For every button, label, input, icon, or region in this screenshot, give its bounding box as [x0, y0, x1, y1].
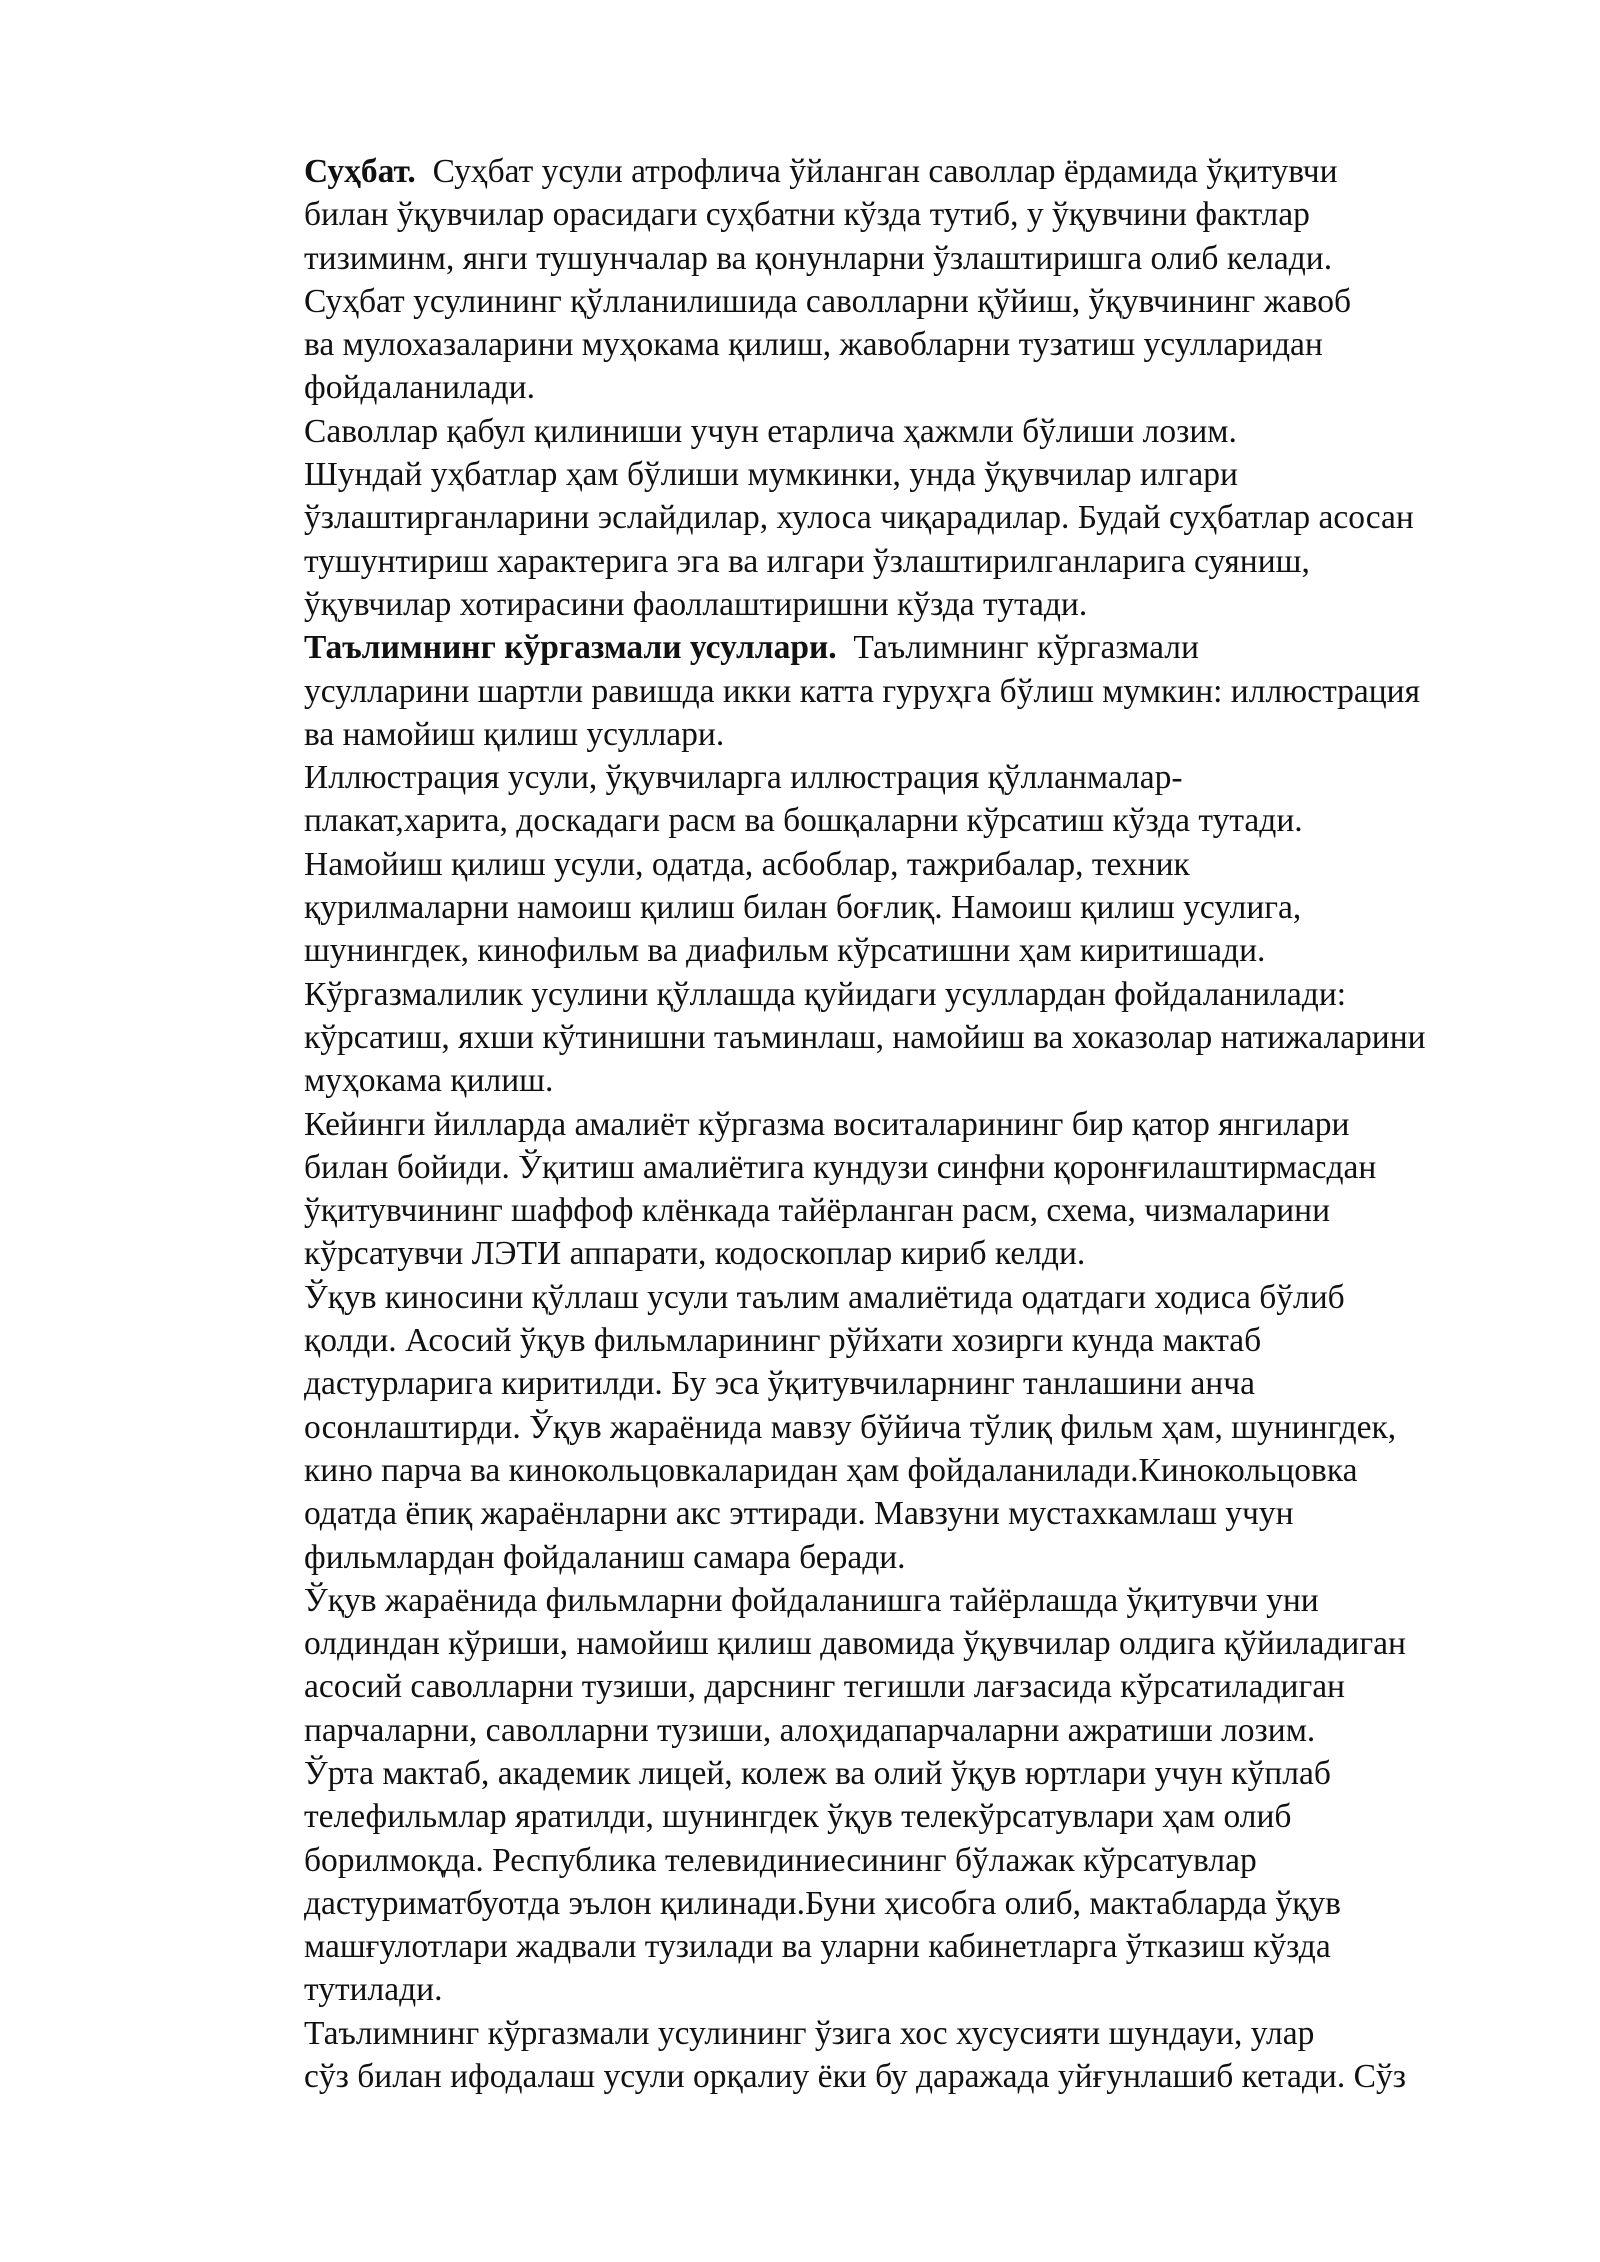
text-line: кўрсатувчи ЛЭТИ аппарати, кодоскоплар кириб келди.	[304, 1235, 1086, 1273]
heading-visual-methods: Таълимнинг кўргазмали усуллари.	[304, 629, 837, 667]
text-line: қурилмаларни намоиш қилиш билан боғлиқ. Намоиш қилиш усулига,	[304, 889, 1302, 927]
text-line: Таълимнинг кўргазмали усулининг ўзига хос хусусияти шундауи, улар	[304, 2014, 1315, 2052]
text-line: билан бойиди. Ўқитиш амалиётига кундузи синфни қоронғилаштирмасдан	[304, 1148, 1377, 1186]
text-line: тутилади.	[304, 1971, 443, 2009]
text-line: осонлаштирди. Ўқув жараёнида мавзу бўйича тўлиқ фильм ҳам, шунингдек,	[304, 1408, 1397, 1446]
text-line: кўрсатиш, яхши кўтинишни таъминлаш, намойиш ва хоказолар натижаларини	[304, 1018, 1426, 1056]
text-line: дастуриматбуотда эълон қилинади.Буни ҳисобга олиб, мактабларда ўқув	[304, 1884, 1341, 1922]
text-line: тизиминм, янги тушунчалар ва қонунларни ўзлаштиришга олиб келади.	[304, 239, 1333, 277]
paragraph	[206, 756, 1494, 843]
text-line: ўқувчилар хотирасини фаоллаштиришни кўзда тутади.	[304, 585, 1088, 623]
text-line: шунингдек, кинофильм ва диафильм кўрсатишни ҳам киритишади.	[304, 932, 1266, 970]
paragraph	[206, 1103, 1494, 1276]
text-line: асосий саволларни тузиши, дарснинг тегишли лағзасида кўрсатиладиган	[304, 1668, 1345, 1706]
paragraph	[206, 1752, 1494, 2012]
text-line: тушунтириш характерига эга ва илгари ўзлаштирилганларига суяниш,	[304, 542, 1310, 580]
text-line: Суҳбат усулининг қўлланилишида саволларни қўйиш, ўқувчининг жавоб	[304, 282, 1352, 320]
text-line: ўқитувчининг шаффоф клёнкада тайёрланган расм, схема, чизмаларини	[304, 1192, 1331, 1230]
text-line: Ўқув киносини қўллаш усули таълим амалиётида одатдаги ходиса бўлиб	[304, 1278, 1345, 1316]
text-line: муҳокама қилиш.	[304, 1062, 554, 1100]
text-line: ва мулохазаларини муҳокама қилиш, жавобларни тузатиш усулларидан	[304, 326, 1323, 364]
text-line: парчаларни, саволларни тузиши, алоҳидапарчаларни ажратиши лозим.	[304, 1711, 1316, 1749]
text-line: дастурларига киритилди. Бу эса ўқитувчиларнинг танлашини анча	[304, 1365, 1255, 1403]
text-line: кино парча ва кинокольцовкаларидан ҳам фойдаланилади.Кинокольцовка	[304, 1451, 1358, 1489]
text-line: Иллюстрация усули, ўқувчиларга иллюстрация қўлланмалар-	[304, 759, 1183, 797]
text-line: машғулотлари жадвали тузилади ва уларни кабинетларга ўтказиш кўзда	[304, 1928, 1331, 1966]
text-line: борилмоқда. Республика телевидиниесининг бўлажак кўрсатувлар	[304, 1841, 1257, 1879]
paragraph	[206, 843, 1494, 1103]
text-line: Таълимнинг кўргазмали усуллари. Таълимнинг кўргазмали	[304, 629, 1199, 667]
text-line: Кўргазмалилик усулини қўллашда қуйидаги усуллардан фойдаланилади:	[304, 975, 1347, 1013]
text-line: плакат,харита, доскадаги расм ва бошқаларни кўрсатиш кўзда тутади.	[304, 802, 1303, 840]
text-line: Намойиш қилиш усули, одатда, асбоблар, тажрибалар, техник	[304, 845, 1190, 883]
text-line: Ўрта мактаб, академик лицей, колеж ва олий ўқув юртлари учун кўплаб	[304, 1754, 1331, 1792]
paragraph	[206, 1276, 1494, 1579]
text-line: фойдаланилади.	[304, 369, 535, 407]
text-line: Кейинги йилларда амалиёт кўргазма воситаларининг бир қатор янгилари	[304, 1105, 1350, 1143]
text-line: билан ўқувчилар орасидаги суҳбатни кўзда тутиб, у ўқувчини фактлар	[304, 196, 1310, 234]
text-line: сўз билан ифодалаш усули орқалиу ёки бу даражада уйғунлашиб кетади. Сўз	[304, 2058, 1406, 2096]
text-line: ва намойиш қилиш усуллари.	[304, 715, 725, 753]
text-line: одатда ёпиқ жараёнларни акс эттиради. Мавзуни мустахкамлаш учун	[304, 1495, 1294, 1533]
text-line: ўзлаштирганларини эслайдилар, хулоса чиқарадилар. Будай суҳбатлар асосан	[304, 499, 1414, 537]
paragraph-suhbat	[206, 150, 1494, 280]
paragraph	[206, 410, 1494, 626]
text-line: телефильмлар яратилди, шунингдек ўқув телекўрсатувлари ҳам олиб	[304, 1798, 1292, 1836]
paragraph	[206, 280, 1494, 410]
text-line: Шундай уҳбатлар ҳам бўлиши мумкинки, унда ўқувчилар илгари	[304, 456, 1238, 494]
heading-suhbat: Суҳбат.	[304, 153, 416, 190]
text-line: олдиндан кўриши, намойиш қилиш давомида ўқувчилар олдига қўйиладиган	[304, 1625, 1406, 1663]
paragraph-visual-methods	[206, 626, 1494, 756]
text-line: қолди. Асосий ўқув фильмларининг рўйхати хозирги кунда мактаб	[304, 1322, 1262, 1360]
text-line: фильмлардан фойдаланиш самара беради.	[304, 1538, 906, 1576]
text-line: усулларини шартли равишда икки катта гуруҳга бўлиш мумкин: иллюстрация	[304, 672, 1421, 710]
text-line: Суҳбат. Суҳбат усули атрофлича ўйланган саволлар ёрдамида ўқитувчи	[304, 153, 1338, 190]
text-line: Саволлар қабул қилиниши учун етарлича ҳажмли бўлиши лозим.	[304, 412, 1237, 450]
paragraph	[206, 1579, 1494, 1752]
text-line: Ўқув жараёнида фильмларни фойдаланишга тайёрлашда ўқитувчи уни	[304, 1581, 1319, 1619]
document-page	[206, 150, 1494, 2098]
paragraph	[206, 2012, 1494, 2099]
